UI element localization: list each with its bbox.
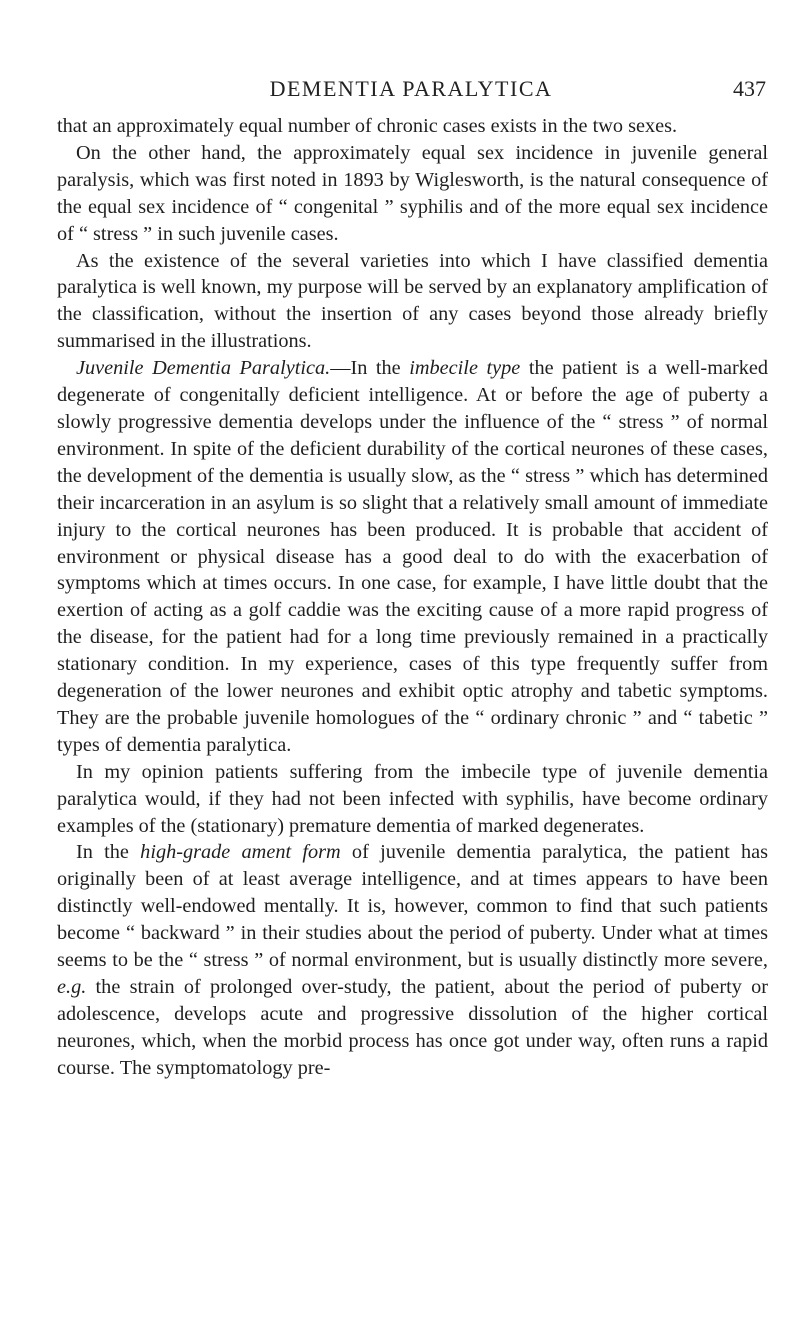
paragraph-4-text-b: the patient is a well-marked degenerate of congenitally deficient intelligence. At or before the age of puberty a slowly progressive dementia develops under the influence of the “ stress ” of normal environment. In spite of the deficient durability of the cortical neurones of these cases, the development of the dementia is usually slow, as the “ stress ” which has determined their incarceration in an asylum is so slight that a relatively small amount of immediate injury to the cortical neurones has been produced. It is probable that accident of environment or physical disease has a good deal to do with the exacerbation of symptoms which at times occurs. In one case, for example, I have little doubt that the exertion of acting as a golf caddie was the exciting cause of a more rapid progress of the disease, for the patient had for a long time previously remained in a practically stationary condition. In my experience, cases of this type frequently suffer from degeneration of the lower neurones and exhibit optic atrophy and tabetic symptoms. They are the probable juvenile homologues of the “ ordinary chronic ” and “ tabetic ” types of dementia paralytica. — [57, 357, 769, 756]
body-text — [57, 113, 768, 1082]
paragraph-6-text-a: In the — [76, 841, 141, 864]
paragraph-5: In my opinion patients suffering from the imbecile type of juvenile dementia paralytica would, if they had not been infected with syphilis, have become ordinary examples of the (stationary) premature dementia of marked degenerates. — [57, 760, 768, 837]
high-grade-ament-term: high-grade ament form — [140, 841, 341, 864]
section-heading: Juvenile Dementia Paralytica. — [76, 357, 331, 380]
eg-abbreviation: e.g. — [57, 976, 87, 998]
paragraph-4-text-a: —In the — [330, 357, 410, 380]
imbecile-type-term: imbecile type — [409, 357, 521, 380]
paragraph-2: On the other hand, the approximately equal sex incidence in juvenile general paralysis, which was first noted in 1893 by Wiglesworth, is the natural consequence of the equal sex incidence of “ congenital ” syphilis and of the more equal sex incidence of “ stress ” in such juvenile cases. — [57, 141, 768, 245]
paragraph-6-text-c: the strain of prolonged over-study, the patient, about the period of puberty or adolescence, develops acute and progressive dissolution of the higher cortical neurones, which, when the morbid process has once got under way, often runs a rapid course. The symptomatology pre- — [57, 976, 768, 1079]
page-number: 437 — [733, 76, 766, 101]
paragraph-3: As the existence of the several varieties into which I have classified dementia paralytica is well known, my purpose will be served by an explanatory amplification of the classification, without the insertion of any cases beyond those already briefly summarised in the illustrations. — [57, 249, 768, 353]
paragraph-4 — [57, 355, 768, 759]
paragraph-6 — [57, 839, 768, 1081]
running-title: DEMENTIA PARALYTICA — [269, 76, 553, 101]
paragraph-6-text-b: of juvenile dementia paralytica, the patient has originally been of at least average intelligence, and at times appears to have been distinctly well-endowed mentally. It is, however, common to find that such patients become “ backward ” in their studies about the period of puberty. Under what at times seems to be the “ stress ” of normal environment, but is usually distinctly more severe, — [57, 841, 768, 972]
running-head — [56, 70, 766, 104]
paragraph-1: that an approximately equal number of chronic cases exists in the two sexes. — [57, 115, 678, 137]
